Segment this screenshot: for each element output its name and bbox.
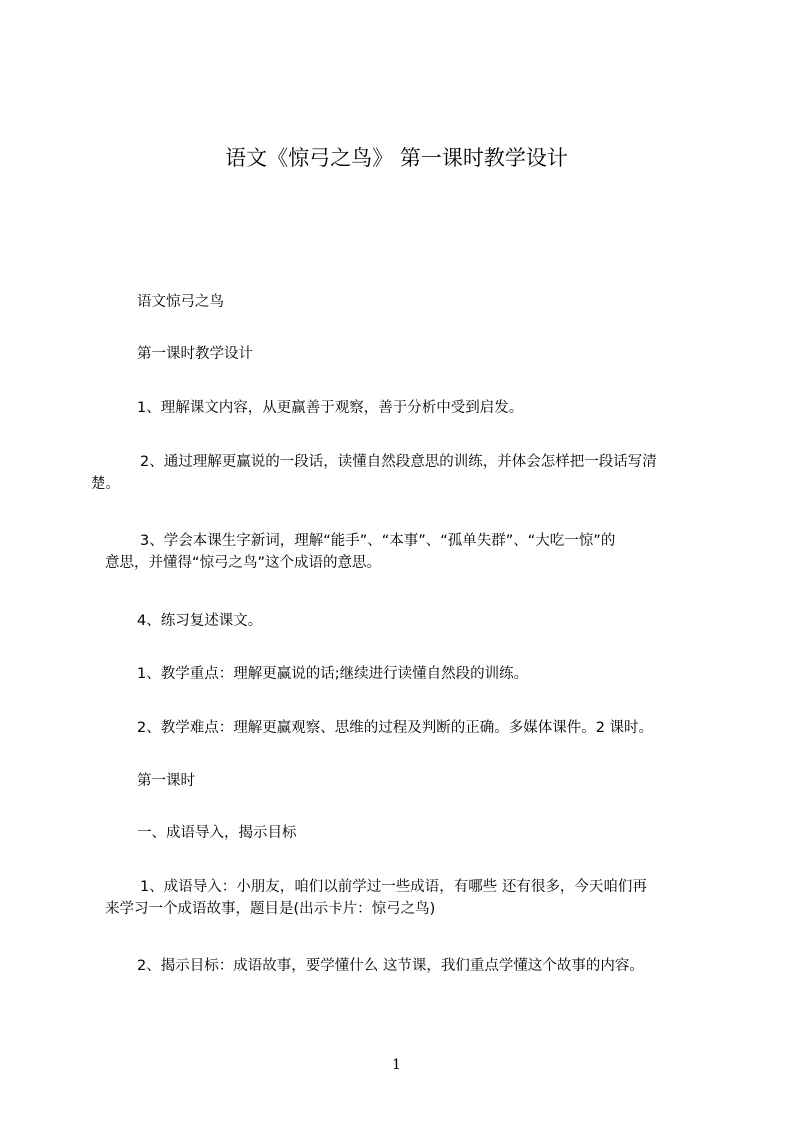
paragraph-intro-1 (105, 876, 715, 920)
paragraph-subject (137, 291, 747, 313)
paragraph-goal-2 (91, 451, 715, 495)
paragraph-line: 1、教学重点：理解更赢说的话;继续进行读懂自然段的训练。 (137, 666, 529, 682)
paragraph-goal-3 (105, 530, 715, 574)
paragraph-key-point (137, 663, 747, 685)
page-number: 1 (392, 1057, 401, 1073)
document-title: 语文《惊弓之鸟》 第一课时教学设计 (225, 146, 568, 170)
paragraph-line: 3、学会本课生字新词，理解“能手”、“本事”、“孤单失群”、“大吃一惊”的 (140, 533, 616, 549)
paragraph-line: 4、练习复述课文。 (137, 613, 263, 629)
paragraph-line: 1、成语导入：小朋友，咱们以前学过一些成语，有哪些 还有很多，今天咱们再 (140, 879, 647, 895)
paragraph-line: 第一课时教学设计 (137, 346, 253, 362)
paragraph-line: 语文惊弓之鸟 (137, 294, 224, 310)
paragraph-line: 一、成语导入，揭示目标 (137, 825, 297, 841)
paragraph-first-lesson (137, 770, 747, 792)
paragraph-line: 2、通过理解更赢说的一段话，读懂自然段意思的训练，并体会怎样把一段话写清 (140, 454, 657, 470)
section-heading-intro (137, 822, 747, 844)
paragraph-goal-1 (137, 397, 747, 419)
paragraph-line: 2、揭示目标：成语故事，要学懂什么 这节课，我们重点学懂这个故事的内容。 (137, 958, 644, 974)
paragraph-line: 第一课时 (137, 773, 195, 789)
paragraph-line: 来学习一个成语故事，题目是(出示卡片：惊弓之鸟) (105, 901, 436, 917)
paragraph-lesson-heading (137, 343, 747, 365)
paragraph-line: 楚。 (91, 476, 120, 492)
paragraph-line: 1、理解课文内容，从更赢善于观察，善于分析中受到启发。 (137, 400, 524, 416)
paragraph-line: 2、教学难点：理解更赢观察、思维的过程及判断的正确。多媒体课件。2 课时。 (137, 720, 654, 736)
paragraph-goal-4 (137, 610, 747, 632)
paragraph-line: 意思，并懂得“惊弓之鸟”这个成语的意思。 (105, 555, 382, 571)
paragraph-intro-2 (137, 955, 747, 977)
paragraph-difficulty (137, 717, 747, 739)
